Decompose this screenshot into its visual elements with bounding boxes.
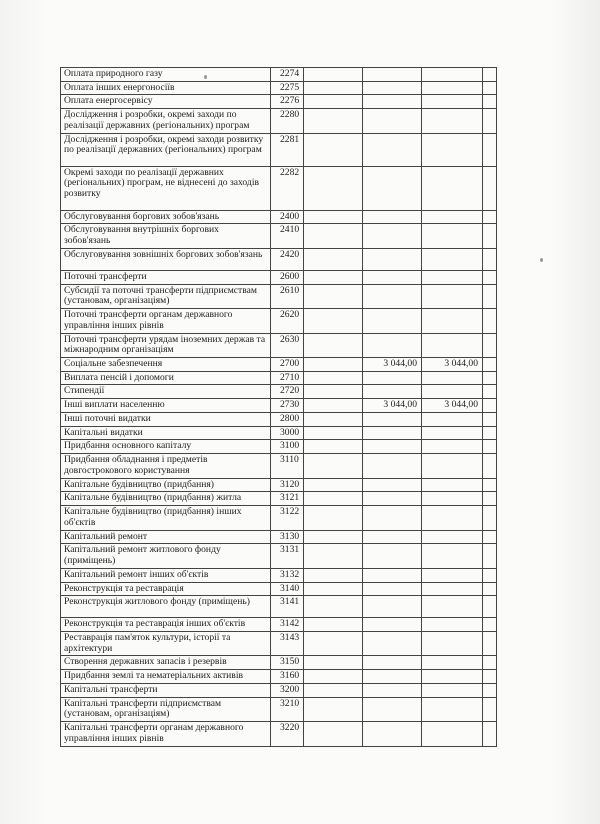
value-cell-4 <box>483 284 497 308</box>
value-cell-3 <box>422 544 483 568</box>
value-cell-1 <box>304 426 363 440</box>
value-cell-4 <box>483 670 497 684</box>
value-cell-2 <box>363 454 422 478</box>
table-row <box>61 333 497 357</box>
economic-code: 3130 <box>271 530 304 544</box>
economic-code: 2730 <box>271 399 304 413</box>
expense-item-name: Капітальні видатки <box>61 426 271 440</box>
value-cell-1 <box>304 109 363 133</box>
value-cell-1 <box>304 582 363 596</box>
economic-code: 3122 <box>271 506 304 530</box>
economic-code: 3220 <box>271 722 304 746</box>
value-cell-3 <box>422 210 483 224</box>
value-cell-4 <box>483 224 497 248</box>
expense-item-name: Капітальні трансферти органам державного управління інших рівнів <box>61 722 271 746</box>
value-cell-2 <box>363 133 422 166</box>
value-cell-4 <box>483 596 497 618</box>
table-row <box>61 210 497 224</box>
value-cell-2 <box>363 670 422 684</box>
expense-item-name: Дослідження і розробки, окремі заходи по реалізації державних (регіональних) програм <box>61 109 271 133</box>
value-cell-1 <box>304 618 363 632</box>
value-cell-4 <box>483 133 497 166</box>
table-row <box>61 371 497 385</box>
value-cell-3 <box>422 506 483 530</box>
expenditure-table-container <box>60 67 496 747</box>
expense-item-name: Обслуговування зовнішніх боргових зобов'язань <box>61 248 271 270</box>
economic-code: 2710 <box>271 371 304 385</box>
value-cell-1 <box>304 697 363 721</box>
value-cell-3 <box>422 371 483 385</box>
expense-item-name: Оплата енергосервісу <box>61 95 271 109</box>
economic-code: 2610 <box>271 284 304 308</box>
value-cell-4 <box>483 68 497 82</box>
value-cell-1 <box>304 385 363 399</box>
expense-item-name: Окремі заходи по реалізації державних (регіональних) програм, не віднесені до заходів розвитку <box>61 166 271 210</box>
value-cell-3 <box>422 530 483 544</box>
value-cell-1 <box>304 309 363 333</box>
economic-code: 3160 <box>271 670 304 684</box>
value-cell-4 <box>483 454 497 478</box>
value-cell-1 <box>304 544 363 568</box>
value-cell-3 <box>422 385 483 399</box>
value-cell-1 <box>304 333 363 357</box>
value-cell-4 <box>483 492 497 506</box>
value-cell-1 <box>304 596 363 618</box>
value-cell-1 <box>304 492 363 506</box>
value-cell-3 <box>422 683 483 697</box>
value-cell-2 <box>363 440 422 454</box>
table-row <box>61 544 497 568</box>
expense-item-name: Реставрація пам'яток культури, історії та архітектури <box>61 631 271 655</box>
value-cell-2 <box>363 582 422 596</box>
value-cell-3 <box>422 95 483 109</box>
economic-code: 2276 <box>271 95 304 109</box>
economic-code: 3143 <box>271 631 304 655</box>
value-cell-3 <box>422 81 483 95</box>
economic-code: 2620 <box>271 309 304 333</box>
economic-code: 3141 <box>271 596 304 618</box>
value-cell-3 <box>422 722 483 746</box>
value-cell-2 <box>363 224 422 248</box>
value-cell-1 <box>304 722 363 746</box>
value-cell-1 <box>304 284 363 308</box>
value-cell-2 <box>363 210 422 224</box>
economic-code: 2630 <box>271 333 304 357</box>
table-row <box>61 399 497 413</box>
table-row <box>61 492 497 506</box>
expense-item-name: Інші поточні видатки <box>61 412 271 426</box>
value-cell-2 <box>363 385 422 399</box>
table-row <box>61 568 497 582</box>
value-cell-1 <box>304 248 363 270</box>
table-row <box>61 722 497 746</box>
value-cell-2 <box>363 478 422 492</box>
value-cell-2 <box>363 81 422 95</box>
economic-code: 2700 <box>271 358 304 372</box>
expense-item-name: Капітальне будівництво (придбання) <box>61 478 271 492</box>
economic-code: 3110 <box>271 454 304 478</box>
value-cell-1 <box>304 95 363 109</box>
table-row <box>61 618 497 632</box>
table-row <box>61 530 497 544</box>
value-cell-4 <box>483 478 497 492</box>
value-cell-2 <box>363 248 422 270</box>
value-cell-3 <box>422 309 483 333</box>
expense-item-name: Придбання землі та нематеріальних активів <box>61 670 271 684</box>
economic-code: 2420 <box>271 248 304 270</box>
value-cell-1 <box>304 631 363 655</box>
value-cell-4 <box>483 683 497 697</box>
expense-item-name: Капітальний ремонт житлового фонду (приміщень) <box>61 544 271 568</box>
expense-item-name: Поточні трансферти органам державного управління інших рівнів <box>61 309 271 333</box>
value-cell-3: 3 044,00 <box>422 399 483 413</box>
table-row <box>61 478 497 492</box>
value-cell-1 <box>304 670 363 684</box>
expense-item-name: Оплата інших енергоносіїв <box>61 81 271 95</box>
scan-speck <box>540 258 543 262</box>
value-cell-1 <box>304 683 363 697</box>
value-cell-4 <box>483 722 497 746</box>
value-cell-2 <box>363 618 422 632</box>
expense-item-name: Капітальне будівництво (придбання) житла <box>61 492 271 506</box>
value-cell-3 <box>422 697 483 721</box>
table-row <box>61 358 497 372</box>
value-cell-2 <box>363 333 422 357</box>
value-cell-3 <box>422 68 483 82</box>
economic-code: 2275 <box>271 81 304 95</box>
table-row <box>61 440 497 454</box>
value-cell-3 <box>422 656 483 670</box>
expense-item-name: Придбання обладнання і предметів довгострокового користування <box>61 454 271 478</box>
table-row <box>61 582 497 596</box>
value-cell-1 <box>304 210 363 224</box>
expense-item-name: Дослідження і розробки, окремі заходи розвитку по реалізації державних (регіональних) програм <box>61 133 271 166</box>
value-cell-1 <box>304 440 363 454</box>
table-row <box>61 683 497 697</box>
value-cell-2 <box>363 683 422 697</box>
economic-code: 3000 <box>271 426 304 440</box>
value-cell-2 <box>363 697 422 721</box>
table-row <box>61 284 497 308</box>
value-cell-2: 3 044,00 <box>363 358 422 372</box>
expense-item-name: Обслуговування внутрішніх боргових зобов'язань <box>61 224 271 248</box>
value-cell-4 <box>483 358 497 372</box>
value-cell-1 <box>304 412 363 426</box>
expense-item-name: Капітальний ремонт <box>61 530 271 544</box>
value-cell-1 <box>304 399 363 413</box>
value-cell-3 <box>422 224 483 248</box>
value-cell-4 <box>483 309 497 333</box>
economic-code: 3131 <box>271 544 304 568</box>
value-cell-4 <box>483 412 497 426</box>
economic-code: 3140 <box>271 582 304 596</box>
expense-item-name: Поточні трансферти <box>61 270 271 284</box>
value-cell-3 <box>422 596 483 618</box>
table-row <box>61 385 497 399</box>
value-cell-3 <box>422 568 483 582</box>
value-cell-4 <box>483 582 497 596</box>
value-cell-4 <box>483 385 497 399</box>
value-cell-2 <box>363 166 422 210</box>
value-cell-4 <box>483 210 497 224</box>
economic-code: 2282 <box>271 166 304 210</box>
table-row <box>61 81 497 95</box>
expense-item-name: Оплата природного газу <box>61 68 271 82</box>
value-cell-2 <box>363 284 422 308</box>
value-cell-1 <box>304 656 363 670</box>
table-row <box>61 166 497 210</box>
value-cell-3 <box>422 582 483 596</box>
value-cell-4 <box>483 440 497 454</box>
value-cell-4 <box>483 506 497 530</box>
value-cell-1 <box>304 270 363 284</box>
expenditure-table <box>60 67 497 747</box>
value-cell-4 <box>483 568 497 582</box>
table-row <box>61 412 497 426</box>
economic-code: 2400 <box>271 210 304 224</box>
expense-item-name: Створення державних запасів і резервів <box>61 656 271 670</box>
value-cell-1 <box>304 371 363 385</box>
table-row <box>61 224 497 248</box>
value-cell-2 <box>363 309 422 333</box>
value-cell-4 <box>483 544 497 568</box>
economic-code: 3210 <box>271 697 304 721</box>
value-cell-2 <box>363 371 422 385</box>
economic-code: 2281 <box>271 133 304 166</box>
value-cell-4 <box>483 697 497 721</box>
value-cell-4 <box>483 81 497 95</box>
value-cell-3 <box>422 478 483 492</box>
value-cell-4 <box>483 109 497 133</box>
expense-item-name: Капітальні трансферти підприємствам (установам, організаціям) <box>61 697 271 721</box>
economic-code: 2274 <box>271 68 304 82</box>
value-cell-4 <box>483 95 497 109</box>
value-cell-3 <box>422 109 483 133</box>
value-cell-2 <box>363 109 422 133</box>
economic-code: 2410 <box>271 224 304 248</box>
value-cell-3 <box>422 248 483 270</box>
table-row <box>61 454 497 478</box>
value-cell-2 <box>363 95 422 109</box>
value-cell-4 <box>483 166 497 210</box>
expense-item-name: Виплата пенсій і допомоги <box>61 371 271 385</box>
expense-item-name: Реконструкція та реставрація інших об'єктів <box>61 618 271 632</box>
expense-item-name: Поточні трансферти урядам іноземних держав та міжнародним організаціям <box>61 333 271 357</box>
value-cell-1 <box>304 166 363 210</box>
expense-item-name: Реконструкція житлового фонду (приміщень) <box>61 596 271 618</box>
value-cell-1 <box>304 68 363 82</box>
value-cell-1 <box>304 81 363 95</box>
value-cell-4 <box>483 270 497 284</box>
value-cell-2 <box>363 426 422 440</box>
value-cell-4 <box>483 399 497 413</box>
value-cell-2 <box>363 722 422 746</box>
value-cell-4 <box>483 631 497 655</box>
value-cell-3 <box>422 440 483 454</box>
value-cell-3 <box>422 270 483 284</box>
economic-code: 3100 <box>271 440 304 454</box>
economic-code: 2800 <box>271 412 304 426</box>
table-row <box>61 656 497 670</box>
value-cell-1 <box>304 224 363 248</box>
value-cell-4 <box>483 656 497 670</box>
value-cell-1 <box>304 358 363 372</box>
value-cell-1 <box>304 568 363 582</box>
value-cell-3 <box>422 631 483 655</box>
table-row <box>61 426 497 440</box>
value-cell-1 <box>304 506 363 530</box>
economic-code: 3121 <box>271 492 304 506</box>
value-cell-2 <box>363 270 422 284</box>
table-row <box>61 68 497 82</box>
value-cell-3 <box>422 454 483 478</box>
economic-code: 2280 <box>271 109 304 133</box>
value-cell-2 <box>363 596 422 618</box>
economic-code: 3142 <box>271 618 304 632</box>
economic-code: 3132 <box>271 568 304 582</box>
expense-item-name: Капітальне будівництво (придбання) інших об'єктів <box>61 506 271 530</box>
scan-speck <box>204 75 207 79</box>
table-row <box>61 506 497 530</box>
value-cell-2 <box>363 568 422 582</box>
table-row <box>61 133 497 166</box>
value-cell-3 <box>422 412 483 426</box>
table-body <box>61 68 497 747</box>
value-cell-2 <box>363 530 422 544</box>
value-cell-3 <box>422 333 483 357</box>
value-cell-3 <box>422 426 483 440</box>
value-cell-2 <box>363 412 422 426</box>
economic-code: 3120 <box>271 478 304 492</box>
value-cell-3: 3 044,00 <box>422 358 483 372</box>
value-cell-3 <box>422 618 483 632</box>
table-row <box>61 270 497 284</box>
expense-item-name: Соціальне забезпечення <box>61 358 271 372</box>
value-cell-4 <box>483 530 497 544</box>
expense-item-name: Стипендії <box>61 385 271 399</box>
value-cell-2 <box>363 492 422 506</box>
value-cell-4 <box>483 426 497 440</box>
expense-item-name: Субсидії та поточні трансферти підприємствам (установам, організаціям) <box>61 284 271 308</box>
value-cell-2: 3 044,00 <box>363 399 422 413</box>
value-cell-2 <box>363 544 422 568</box>
economic-code: 3150 <box>271 656 304 670</box>
table-row <box>61 596 497 618</box>
value-cell-2 <box>363 631 422 655</box>
expense-item-name: Інші виплати населенню <box>61 399 271 413</box>
value-cell-4 <box>483 371 497 385</box>
value-cell-3 <box>422 670 483 684</box>
table-row <box>61 95 497 109</box>
table-row <box>61 309 497 333</box>
table-row <box>61 670 497 684</box>
expense-item-name: Обслуговування боргових зобов'язань <box>61 210 271 224</box>
value-cell-4 <box>483 333 497 357</box>
value-cell-3 <box>422 133 483 166</box>
expense-item-name: Придбання основного капіталу <box>61 440 271 454</box>
value-cell-4 <box>483 618 497 632</box>
table-row <box>61 248 497 270</box>
value-cell-3 <box>422 284 483 308</box>
table-row <box>61 631 497 655</box>
expense-item-name: Капітальні трансферти <box>61 683 271 697</box>
value-cell-2 <box>363 656 422 670</box>
value-cell-1 <box>304 133 363 166</box>
value-cell-1 <box>304 530 363 544</box>
value-cell-1 <box>304 454 363 478</box>
expense-item-name: Капітальний ремонт інших об'єктів <box>61 568 271 582</box>
economic-code: 2600 <box>271 270 304 284</box>
value-cell-2 <box>363 68 422 82</box>
value-cell-3 <box>422 166 483 210</box>
value-cell-4 <box>483 248 497 270</box>
table-row <box>61 697 497 721</box>
expense-item-name: Реконструкція та реставрація <box>61 582 271 596</box>
value-cell-3 <box>422 492 483 506</box>
economic-code: 3200 <box>271 683 304 697</box>
economic-code: 2720 <box>271 385 304 399</box>
table-row <box>61 109 497 133</box>
value-cell-2 <box>363 506 422 530</box>
value-cell-1 <box>304 478 363 492</box>
